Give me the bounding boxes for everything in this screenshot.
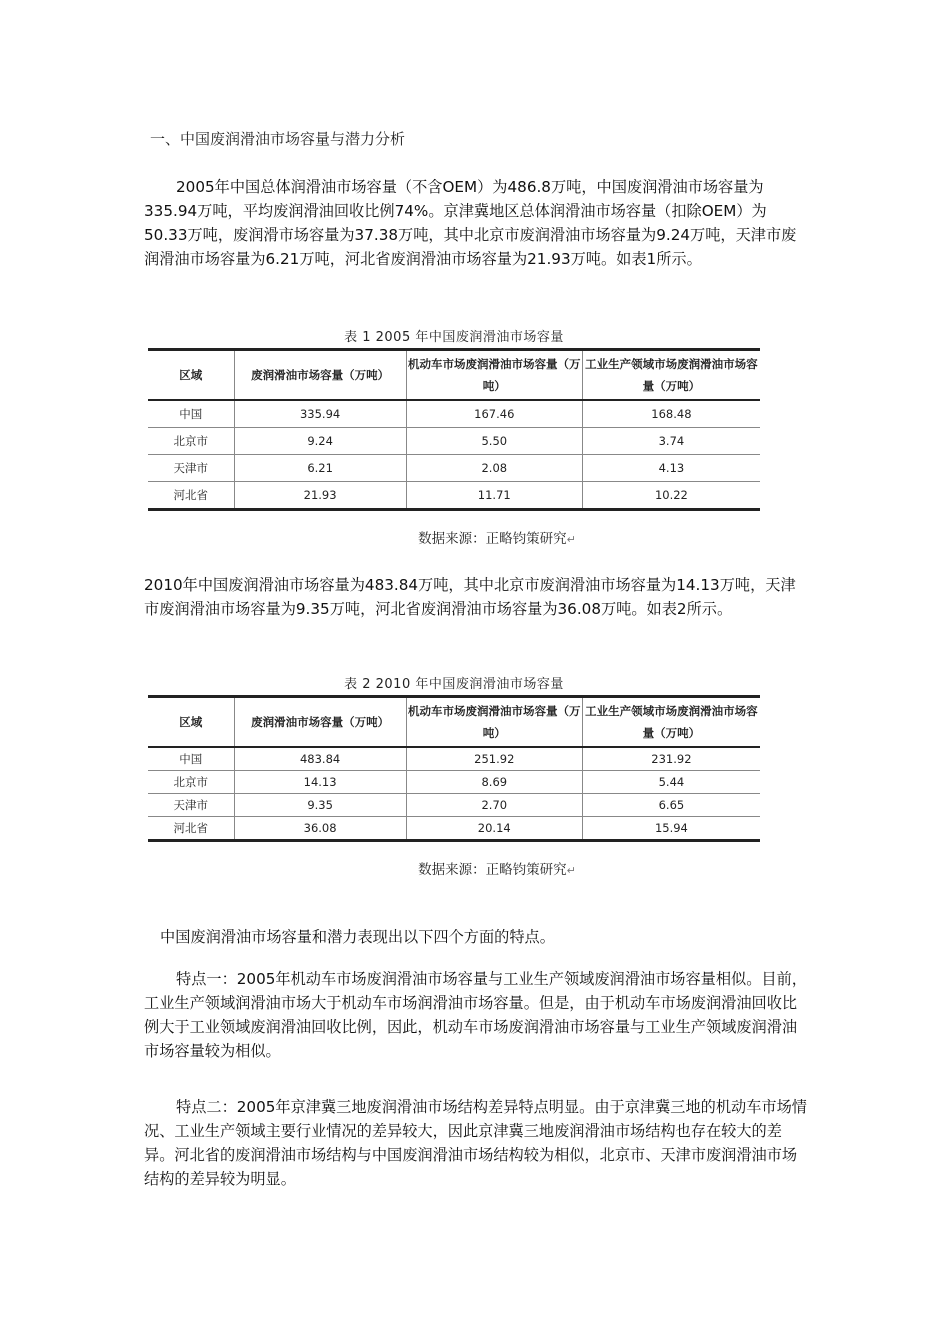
cell-value: 5.50 — [406, 428, 582, 455]
market-capacity-table-2010 — [148, 695, 760, 842]
paragraph-2010-overview: 2010年中国废润滑油市场容量为483.84万吨，其中北京市废润滑油市场容量为14.13万吨，天津市废润滑油市场容量为9.35万吨，河北省废润滑油市场容量为36.08万吨。如表2所示。 — [144, 576, 796, 618]
cell-value: 14.13 — [234, 771, 406, 794]
market-capacity-table-2005 — [148, 348, 760, 511]
paragraph-features-intro: 中国废润滑油市场容量和潜力表现出以下四个方面的特点。 — [160, 928, 555, 946]
cell-value: 20.14 — [406, 817, 582, 841]
cell-region: 中国 — [148, 400, 234, 428]
data-source-text: 数据来源：正略钧策研究 — [418, 531, 567, 547]
cell-value: 167.46 — [406, 400, 582, 428]
table-caption: 表 1 2005 年中国废润滑油市场容量 — [344, 330, 564, 345]
cell-value: 10.22 — [582, 482, 760, 510]
data-source-note — [148, 858, 760, 878]
cell-value: 9.24 — [234, 428, 406, 455]
cell-value: 6.65 — [582, 794, 760, 817]
cell-value: 483.84 — [234, 747, 406, 771]
cell-region: 河北省 — [148, 482, 234, 510]
cell-value: 11.71 — [406, 482, 582, 510]
table-header-row — [148, 697, 760, 748]
cell-region: 北京市 — [148, 771, 234, 794]
cell-region: 天津市 — [148, 455, 234, 482]
cell-value: 21.93 — [234, 482, 406, 510]
table-row — [148, 817, 760, 841]
cell-value: 9.35 — [234, 794, 406, 817]
header-vehicle: 机动车市场废润滑油市场容量（万吨） — [406, 697, 582, 748]
paragraph-feature-two: 特点二：2005年京津冀三地废润滑油市场结构差异特点明显。由于京津冀三地的机动车市场情况、工业生产领域主要行业情况的差异较大，因此京津冀三地废润滑油市场结构也存在较大的差异。河北省的废润滑油市场结构与中国废润滑油市场结构较为相似，北京市、天津市废润滑油市场结构的差异较为明显。 — [144, 1098, 807, 1188]
header-industrial: 工业生产领域市场废润滑油市场容量（万吨） — [582, 350, 760, 401]
section-heading: 一、中国废润滑油市场容量与潜力分析 — [150, 130, 406, 148]
table-2005-block — [148, 328, 760, 547]
table-2010-block — [148, 675, 760, 878]
cell-value: 15.94 — [582, 817, 760, 841]
header-industrial: 工业生产领域市场废润滑油市场容量（万吨） — [582, 697, 760, 748]
table-row — [148, 428, 760, 455]
table-caption: 表 2 2010 年中国废润滑油市场容量 — [344, 677, 564, 692]
table-row — [148, 747, 760, 771]
cell-value: 2.08 — [406, 455, 582, 482]
cell-region: 天津市 — [148, 794, 234, 817]
cell-region: 北京市 — [148, 428, 234, 455]
data-source-text: 数据来源：正略钧策研究 — [418, 862, 567, 878]
header-total: 废润滑油市场容量（万吨） — [234, 350, 406, 401]
cell-value: 335.94 — [234, 400, 406, 428]
header-region: 区域 — [148, 350, 234, 401]
paragraph-2005-overview: 2005年中国总体润滑油市场容量（不含OEM）为486.8万吨，中国废润滑油市场容量为335.94万吨，平均废润滑油回收比例74%。京津冀地区总体润滑油市场容量（扣除OEM）为50.33万吨，废润滑市场容量为37.38万吨，其中北京市废润滑油市场容量为9.24万吨，天津市废润滑油市场容量为6.21万吨，河北省废润滑油市场容量为21.93万吨。如表1所示。 — [144, 178, 797, 268]
paragraph-mark-icon: ↵ — [566, 533, 576, 546]
table-row — [148, 771, 760, 794]
cell-region: 河北省 — [148, 817, 234, 841]
cell-value: 5.44 — [582, 771, 760, 794]
table-header-row — [148, 350, 760, 401]
header-total: 废润滑油市场容量（万吨） — [234, 697, 406, 748]
table-row — [148, 400, 760, 428]
data-source-note — [148, 527, 760, 547]
table-row — [148, 482, 760, 510]
cell-value: 4.13 — [582, 455, 760, 482]
table-row — [148, 455, 760, 482]
cell-region: 中国 — [148, 747, 234, 771]
header-region: 区域 — [148, 697, 234, 748]
cell-value: 251.92 — [406, 747, 582, 771]
cell-value: 36.08 — [234, 817, 406, 841]
paragraph-feature-one: 特点一：2005年机动车市场废润滑油市场容量与工业生产领域废润滑油市场容量相似。目前，工业生产领域润滑油市场大于机动车市场润滑油市场容量。但是，由于机动车市场废润滑油回收比例大于工业领域废润滑油回收比例，因此，机动车市场废润滑油市场容量与工业生产领域废润滑油市场容量较为相似。 — [144, 970, 807, 1060]
paragraph-mark-icon: ↵ — [566, 864, 576, 877]
cell-value: 168.48 — [582, 400, 760, 428]
table-row — [148, 794, 760, 817]
cell-value: 8.69 — [406, 771, 582, 794]
cell-value: 2.70 — [406, 794, 582, 817]
header-vehicle: 机动车市场废润滑油市场容量（万吨） — [406, 350, 582, 401]
cell-value: 3.74 — [582, 428, 760, 455]
cell-value: 6.21 — [234, 455, 406, 482]
cell-value: 231.92 — [582, 747, 760, 771]
